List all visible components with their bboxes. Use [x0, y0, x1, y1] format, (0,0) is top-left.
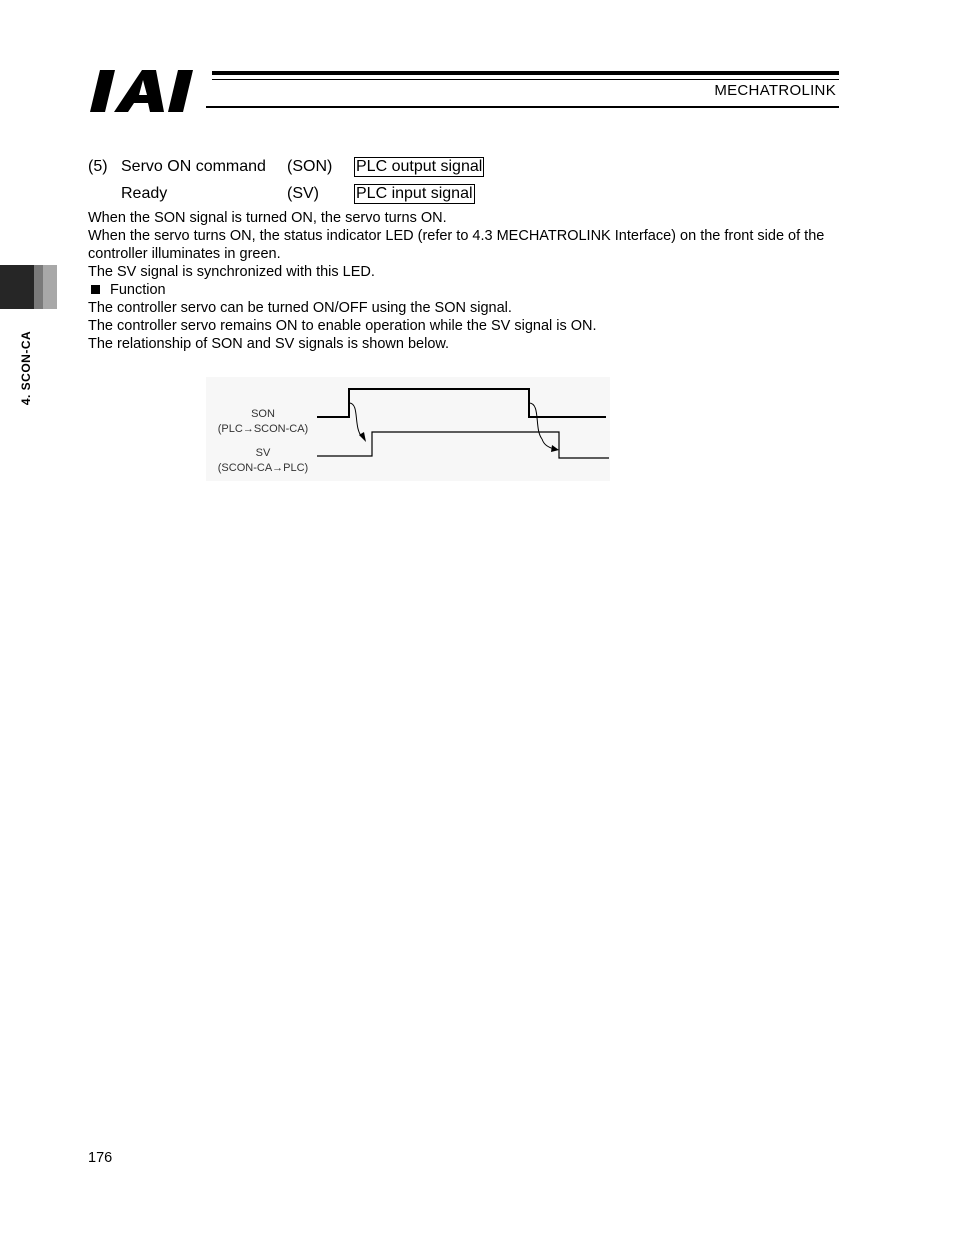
- sv-direction-label: (SCON-CA→PLC): [217, 462, 309, 474]
- page-number: 176: [88, 1150, 113, 1166]
- son-label: SON: [251, 408, 275, 420]
- side-tab-marker: [0, 265, 34, 309]
- side-chapter-label: 4. SCON-CA: [19, 330, 33, 406]
- signal-code: (SV): [287, 185, 319, 202]
- function-heading-text: Function: [110, 282, 166, 298]
- signal-type-box: PLC output signal: [356, 158, 483, 175]
- body-line: When the servo turns ON, the status indicator LED (refer to 4.3 MECHATROLINK Interface) on the front side of the controller illuminates in green.: [88, 228, 825, 262]
- signal-name: Ready: [121, 185, 168, 202]
- header-rule-thin: [212, 79, 839, 80]
- side-tab-marker-light: [43, 265, 57, 309]
- body-line: When the SON signal is turned ON, the servo turns ON.: [88, 210, 447, 226]
- body-line: The SV signal is synchronized with this LED.: [88, 264, 375, 280]
- header-section-label: MECHATROLINK: [714, 82, 836, 99]
- body-text: [88, 209, 868, 353]
- header-rule-bottom: [206, 106, 839, 108]
- square-bullet-icon: [91, 285, 100, 294]
- sv-label: SV: [255, 447, 271, 459]
- header-rule-thick: [212, 71, 839, 75]
- timing-diagram: [206, 377, 610, 481]
- signal-number: (5): [88, 158, 108, 175]
- signal-name: Servo ON command: [121, 158, 266, 175]
- body-line: The controller servo remains ON to enable operation while the SV signal is ON.: [88, 318, 597, 334]
- signal-type-box: PLC input signal: [356, 185, 473, 202]
- side-tab-marker-mid: [34, 265, 43, 309]
- iai-logo: [90, 70, 208, 112]
- body-line: The controller servo can be turned ON/OFF using the SON signal.: [88, 300, 512, 316]
- body-line: The relationship of SON and SV signals is shown below.: [88, 336, 450, 352]
- function-heading: [88, 281, 868, 299]
- son-direction-label: (PLC→SCON-CA): [217, 423, 309, 435]
- signal-code: (SON): [287, 158, 333, 175]
